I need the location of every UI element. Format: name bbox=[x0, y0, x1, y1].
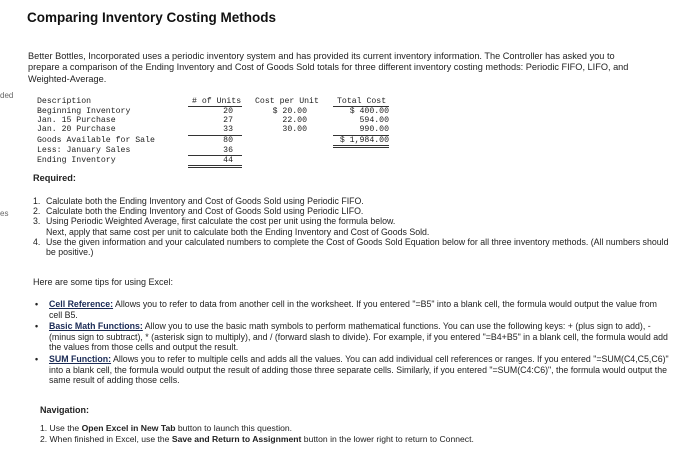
task-text: Use the given information and your calculated numbers to complete the Cost of Goods Sold Equation below for all three inventory methods. (All numbers should be positive.) bbox=[46, 236, 669, 258]
nav-step-text: 1. Use the bbox=[40, 423, 82, 433]
task-number: 1. bbox=[33, 196, 41, 206]
bullet-icon: • bbox=[35, 321, 39, 332]
open-excel-label: Open Excel in New Tab bbox=[81, 423, 176, 433]
save-return-label: Save and Return to Assignment bbox=[171, 434, 302, 444]
row-total: $ 400.00 bbox=[349, 107, 389, 116]
tip-text: Allows you to refer to multiple cells and adds all the values. You can add individual cell references or ranges. If you entered "=SUM(C4,C5,C6)" into a blank cell, the formula would output the result of adding those three separate cells. Similarly, if you entered "=SUM(C4:C6)", the formula would output the same result of adding those cells. bbox=[49, 353, 669, 386]
row-total: 990.00 bbox=[359, 125, 389, 134]
row-description: Goods Available for Sale bbox=[37, 136, 155, 145]
intro-paragraph: Better Bottles, Incorporated uses a periodic inventory system and has provided its current inventory information. The Controller has asked you to prepare a comparison of the Ending Inventory and Cost of Goods Sold totals for three different inventory costing methods: Periodic FIFO, LIFO, and Weighted-Average. bbox=[28, 51, 629, 84]
page-title: Comparing Inventory Costing Methods bbox=[27, 10, 277, 25]
tip-name: Basic Math Functions: bbox=[49, 321, 143, 332]
units-end-rule-2 bbox=[188, 167, 242, 168]
navigation-steps bbox=[40, 423, 670, 445]
nav-step-1 bbox=[40, 423, 670, 434]
row-units: 80 bbox=[223, 136, 233, 145]
total-double-rule-1 bbox=[333, 145, 389, 146]
bullet-icon: • bbox=[35, 353, 39, 364]
tips-intro: Here are some tips for using Excel: bbox=[33, 277, 174, 287]
nav-step-2 bbox=[40, 434, 670, 445]
tip-item bbox=[33, 299, 671, 320]
tip-item bbox=[33, 354, 671, 386]
navigation-heading: Navigation: bbox=[40, 405, 90, 415]
row-total: $ 1,984.00 bbox=[339, 136, 389, 145]
tip-text: Allow you to use the basic math symbols to perform mathematical functions. You can use the following keys: + (plus sign to add), - (minus sign to subtract), * (asterisk sign to multiply), and / (forward slash to divide). For example, if you entered "=B4+B5" in a blank cell, the formula would add the values from those cells and output the result. bbox=[49, 321, 668, 353]
task-number: 3. bbox=[33, 216, 41, 227]
required-tasks bbox=[33, 196, 673, 257]
header-total: Total Cost bbox=[337, 97, 387, 106]
task-number: 2. bbox=[33, 206, 41, 217]
row-cost: 22.00 bbox=[282, 116, 307, 125]
header-cost: Cost per Unit bbox=[255, 97, 319, 106]
bullet-icon: • bbox=[35, 299, 39, 309]
row-cost: $ 20.00 bbox=[272, 107, 307, 116]
row-description: Ending Inventory bbox=[37, 156, 116, 165]
total-double-rule-2 bbox=[333, 147, 389, 148]
header-description: Description bbox=[37, 97, 92, 106]
row-units: 44 bbox=[223, 156, 233, 165]
task-item bbox=[33, 237, 673, 257]
task-text: Calculate both the Ending Inventory and Cost of Goods Sold using Periodic FIFO. bbox=[46, 196, 364, 206]
task-text: Calculate both the Ending Inventory and Cost of Goods Sold using Periodic LIFO. bbox=[46, 206, 364, 217]
tip-name: SUM Function: bbox=[49, 353, 112, 364]
row-description: Less: January Sales bbox=[37, 146, 131, 155]
task-subline bbox=[33, 227, 673, 237]
header-units: # of Units bbox=[192, 97, 242, 106]
units-end-rule-1 bbox=[188, 165, 242, 166]
nav-step-text: button to launch this question. bbox=[175, 423, 293, 433]
tip-item bbox=[33, 321, 671, 353]
row-cost: 30.00 bbox=[282, 125, 307, 134]
task-item bbox=[33, 206, 673, 216]
side-fragment-1: ded bbox=[0, 91, 14, 100]
row-units: 33 bbox=[223, 125, 233, 134]
row-total: 594.00 bbox=[359, 116, 389, 125]
task-item bbox=[33, 216, 673, 226]
task-number: 4. bbox=[33, 236, 41, 247]
tip-text: Allows you to refer to data from another cell in the worksheet. If you entered "=B5" into a blank cell, the formula would output the value from cell B5. bbox=[49, 299, 657, 320]
row-units: 36 bbox=[223, 146, 233, 155]
nav-step-text: 2. When finished in Excel, use the bbox=[40, 434, 172, 444]
inventory-table bbox=[37, 97, 397, 171]
row-description: Jan. 15 Purchase bbox=[37, 116, 116, 125]
task-item bbox=[33, 196, 673, 206]
tip-name: Cell Reference: bbox=[49, 299, 114, 309]
task-text: Using Periodic Weighted Average, first calculate the cost per unit using the formula below. bbox=[46, 216, 396, 227]
row-description: Beginning Inventory bbox=[37, 107, 131, 116]
nav-step-text: button in the lower right to return to Connect. bbox=[301, 434, 474, 444]
excel-tips-list bbox=[33, 299, 671, 387]
required-label: Required: bbox=[33, 173, 76, 183]
task-subtext: Next, apply that same cost per unit to calculate both the Ending Inventory and Cost of Goods Sold. bbox=[46, 226, 430, 237]
row-units: 27 bbox=[223, 116, 233, 125]
row-units: 20 bbox=[223, 107, 233, 116]
side-fragment-2: es bbox=[0, 209, 9, 218]
row-description: Jan. 20 Purchase bbox=[37, 125, 116, 134]
